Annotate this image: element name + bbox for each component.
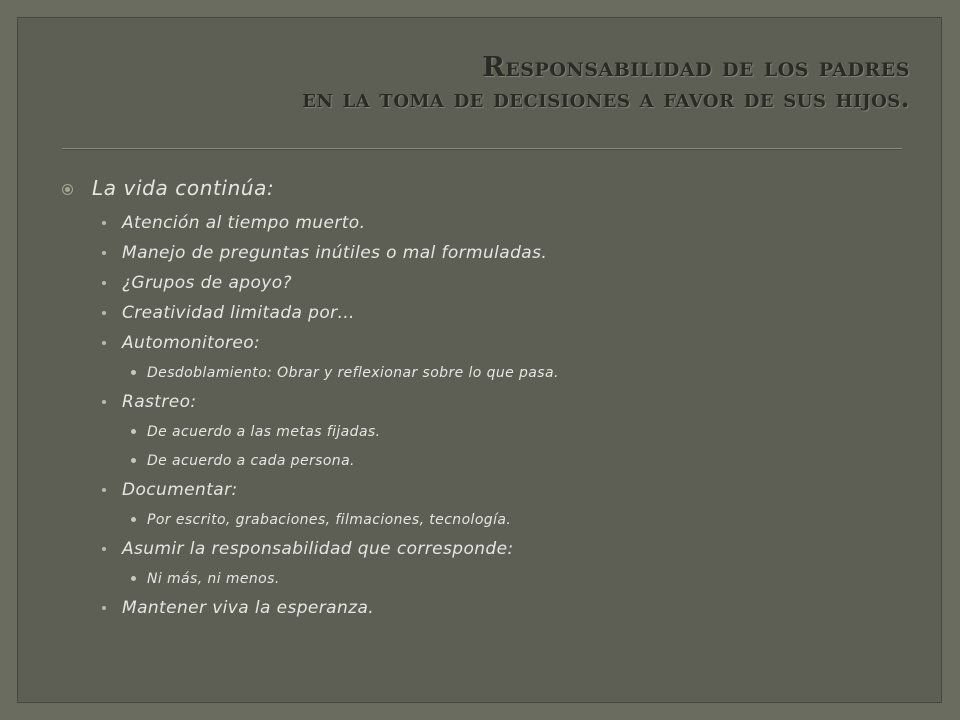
- title-line-2: en la toma de decisiones a favor de sus hijos.: [302, 83, 910, 113]
- list-item: [62, 208, 922, 238]
- list-item: [62, 593, 922, 623]
- title-divider: [62, 148, 902, 150]
- bullet-dot-icon: [102, 547, 106, 551]
- sub-list-item: [62, 417, 922, 446]
- list-item-text: Documentar:: [122, 480, 238, 500]
- list-item-text: Atención al tiempo muerto.: [122, 213, 366, 233]
- list-item: [62, 268, 922, 298]
- list-item-text: Creatividad limitada por…: [122, 303, 355, 323]
- bullet-dot-icon: [131, 576, 136, 581]
- heading-text: La vida continúa:: [92, 176, 275, 200]
- bullet-dot-icon: [102, 221, 106, 225]
- sub-list-item: [62, 358, 922, 387]
- list-item-text: Rastreo:: [122, 392, 197, 412]
- list-item: [62, 298, 922, 328]
- list-item-text: Mantener viva la esperanza.: [122, 598, 375, 618]
- sub-list-item: [62, 446, 922, 475]
- bullet-dot-icon: [102, 488, 106, 492]
- list-item-text: Manejo de preguntas inútiles o mal formuladas.: [122, 243, 548, 263]
- circle-bullet-icon: [62, 184, 73, 195]
- list-item-text: ¿Grupos de apoyo?: [122, 273, 292, 293]
- sub-list-item-text: Por escrito, grabaciones, filmaciones, tecnología.: [147, 511, 512, 528]
- sub-list-item-text: De acuerdo a las metas fijadas.: [147, 423, 381, 440]
- bullet-dot-icon: [102, 606, 106, 610]
- bullet-dot-icon: [102, 341, 106, 345]
- sub-list-item: [62, 505, 922, 534]
- bullet-dot-icon: [131, 458, 136, 463]
- bullet-dot-icon: [102, 311, 106, 315]
- bullet-dot-icon: [102, 400, 106, 404]
- slide-title: [60, 52, 910, 113]
- bullet-dot-icon: [102, 281, 106, 285]
- bullet-dot-icon: [131, 370, 136, 375]
- list-item-text: Automonitoreo:: [122, 333, 261, 353]
- list-item-text: Asumir la responsabilidad que corresponde:: [122, 539, 514, 559]
- bullet-dot-icon: [131, 517, 136, 522]
- bullet-dot-icon: [102, 251, 106, 255]
- title-line-1: Responsabilidad de los padres: [482, 52, 910, 83]
- list-item: [62, 475, 922, 505]
- list-item: [62, 328, 922, 358]
- bullet-heading: [62, 168, 922, 208]
- sub-list-item: [62, 564, 922, 593]
- sub-list-item-text: Desdoblamiento: Obrar y reflexionar sobre lo que pasa.: [147, 364, 559, 381]
- list-item: [62, 387, 922, 417]
- bullet-dot-icon: [131, 429, 136, 434]
- slide-content: [62, 168, 922, 623]
- list-item: [62, 534, 922, 564]
- list-item: [62, 238, 922, 268]
- sub-list-item-text: Ni más, ni menos.: [147, 570, 280, 587]
- sub-list-item-text: De acuerdo a cada persona.: [147, 452, 355, 469]
